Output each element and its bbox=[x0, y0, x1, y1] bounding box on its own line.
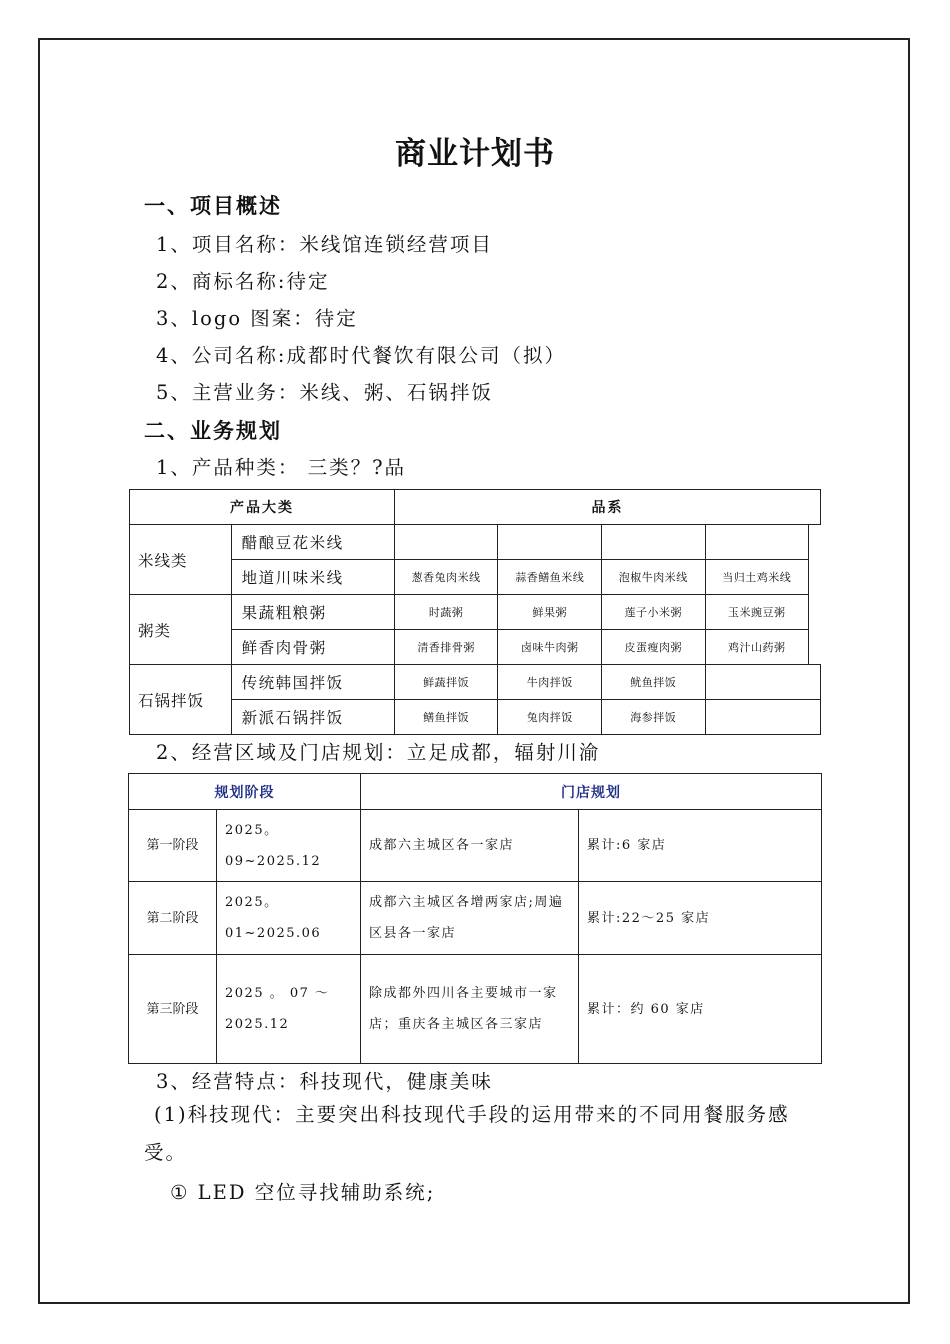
section-heading-business: 二、业务规划 bbox=[144, 419, 282, 443]
total-cell: 累计:22～25 家店 bbox=[579, 882, 822, 955]
product-item: 鳝鱼拌饭 bbox=[394, 700, 498, 735]
product-item: 鲜果粥 bbox=[498, 595, 602, 630]
product-item: 泡椒牛肉米线 bbox=[601, 560, 705, 595]
table-row bbox=[130, 525, 821, 560]
product-item: 鱿鱼拌饭 bbox=[601, 665, 705, 700]
product-item: 时蔬粥 bbox=[394, 595, 498, 630]
product-item: 牛肉拌饭 bbox=[498, 665, 602, 700]
product-subcategory: 地道川味米线 bbox=[231, 560, 394, 595]
product-item: 葱香兔肉米线 bbox=[394, 560, 498, 595]
feature-item-1: ① LED 空位寻找辅助系统; bbox=[170, 1181, 436, 1204]
product-item: 卤味牛肉粥 bbox=[498, 630, 602, 665]
table-header-row bbox=[130, 490, 821, 525]
overview-item-3: 3、logo 图案：待定 bbox=[156, 307, 358, 330]
table-header: 品系 bbox=[394, 490, 820, 525]
section-heading-overview: 一、项目概述 bbox=[144, 194, 282, 218]
overview-item-1: 1、项目名称：米线馆连锁经营项目 bbox=[156, 233, 493, 256]
table-row bbox=[130, 665, 821, 700]
plan-cell: 成都六主城区各增两家店;周遍区县各一家店 bbox=[361, 882, 579, 955]
table-row bbox=[130, 630, 821, 665]
product-table bbox=[129, 489, 821, 735]
table-header: 门店规划 bbox=[361, 774, 822, 810]
product-category: 粥类 bbox=[130, 595, 232, 665]
table-header-row bbox=[129, 774, 822, 810]
table-row bbox=[129, 882, 822, 955]
table-row bbox=[129, 955, 822, 1064]
product-subcategory: 鲜香肉骨粥 bbox=[231, 630, 394, 665]
table-header: 规划阶段 bbox=[129, 774, 361, 810]
total-cell: 累计:6 家店 bbox=[579, 810, 822, 882]
product-item bbox=[705, 665, 821, 700]
document-title: 商业计划书 bbox=[395, 136, 555, 172]
region-line: 2、经营区域及门店规划：立足成都，辐射川渝 bbox=[156, 741, 601, 764]
table-header: 产品大类 bbox=[130, 490, 395, 525]
product-item: 海参拌饭 bbox=[601, 700, 705, 735]
product-item bbox=[601, 525, 705, 560]
table-row bbox=[130, 700, 821, 735]
blank-cell bbox=[809, 525, 821, 560]
product-item: 兔肉拌饭 bbox=[498, 700, 602, 735]
product-item: 莲子小米粥 bbox=[601, 595, 705, 630]
product-subcategory: 新派石锅拌饭 bbox=[231, 700, 394, 735]
overview-item-5: 5、主营业务：米线、粥、石锅拌饭 bbox=[156, 381, 493, 404]
table-row bbox=[129, 810, 822, 882]
blank-cell bbox=[809, 560, 821, 595]
product-item bbox=[394, 525, 498, 560]
product-subcategory: 果蔬粗粮粥 bbox=[231, 595, 394, 630]
period-cell: 2025 。 07 ～2025.12 bbox=[217, 955, 361, 1064]
product-item: 蒜香鳝鱼米线 bbox=[498, 560, 602, 595]
product-category: 石锅拌饭 bbox=[130, 665, 232, 735]
product-category: 米线类 bbox=[130, 525, 232, 595]
product-item bbox=[498, 525, 602, 560]
period-cell: 2025。09~2025.12 bbox=[217, 810, 361, 882]
total-cell: 累计：约 60 家店 bbox=[579, 955, 822, 1064]
product-item: 鲜蔬拌饭 bbox=[394, 665, 498, 700]
overview-item-2: 2、商标名称:待定 bbox=[156, 270, 330, 293]
feature-line: 3、经营特点：科技现代，健康美味 bbox=[156, 1070, 493, 1093]
product-item bbox=[705, 525, 809, 560]
table-row bbox=[130, 595, 821, 630]
product-subcategory: 传统韩国拌饭 bbox=[231, 665, 394, 700]
stage-cell: 第二阶段 bbox=[129, 882, 217, 955]
stage-cell: 第一阶段 bbox=[129, 810, 217, 882]
product-item: 皮蛋瘦肉粥 bbox=[601, 630, 705, 665]
overview-item-4: 4、公司名称:成都时代餐饮有限公司（拟） bbox=[156, 344, 566, 367]
plan-cell: 成都六主城区各一家店 bbox=[361, 810, 579, 882]
product-subcategory: 醋酿豆花米线 bbox=[231, 525, 394, 560]
product-item: 清香排骨粥 bbox=[394, 630, 498, 665]
product-item: 玉米豌豆粥 bbox=[705, 595, 809, 630]
feature-paragraph bbox=[144, 1096, 824, 1172]
stage-cell: 第三阶段 bbox=[129, 955, 217, 1064]
plan-cell: 除成都外四川各主要城市一家店；重庆各主城区各三家店 bbox=[361, 955, 579, 1064]
period-cell: 2025。01~2025.06 bbox=[217, 882, 361, 955]
blank-cell bbox=[809, 595, 821, 630]
product-types-line: 1、产品种类： 三类？?品 bbox=[156, 456, 407, 479]
product-item: 鸡汁山药粥 bbox=[705, 630, 809, 665]
feature-paragraph-text: (1)科技现代：主要突出科技现代手段的运用带来的不同用餐服务感受。 bbox=[144, 1103, 790, 1164]
store-plan-table bbox=[128, 773, 822, 1064]
product-item: 当归土鸡米线 bbox=[705, 560, 809, 595]
table-row bbox=[130, 560, 821, 595]
blank-cell bbox=[809, 630, 821, 665]
product-item bbox=[705, 700, 821, 735]
